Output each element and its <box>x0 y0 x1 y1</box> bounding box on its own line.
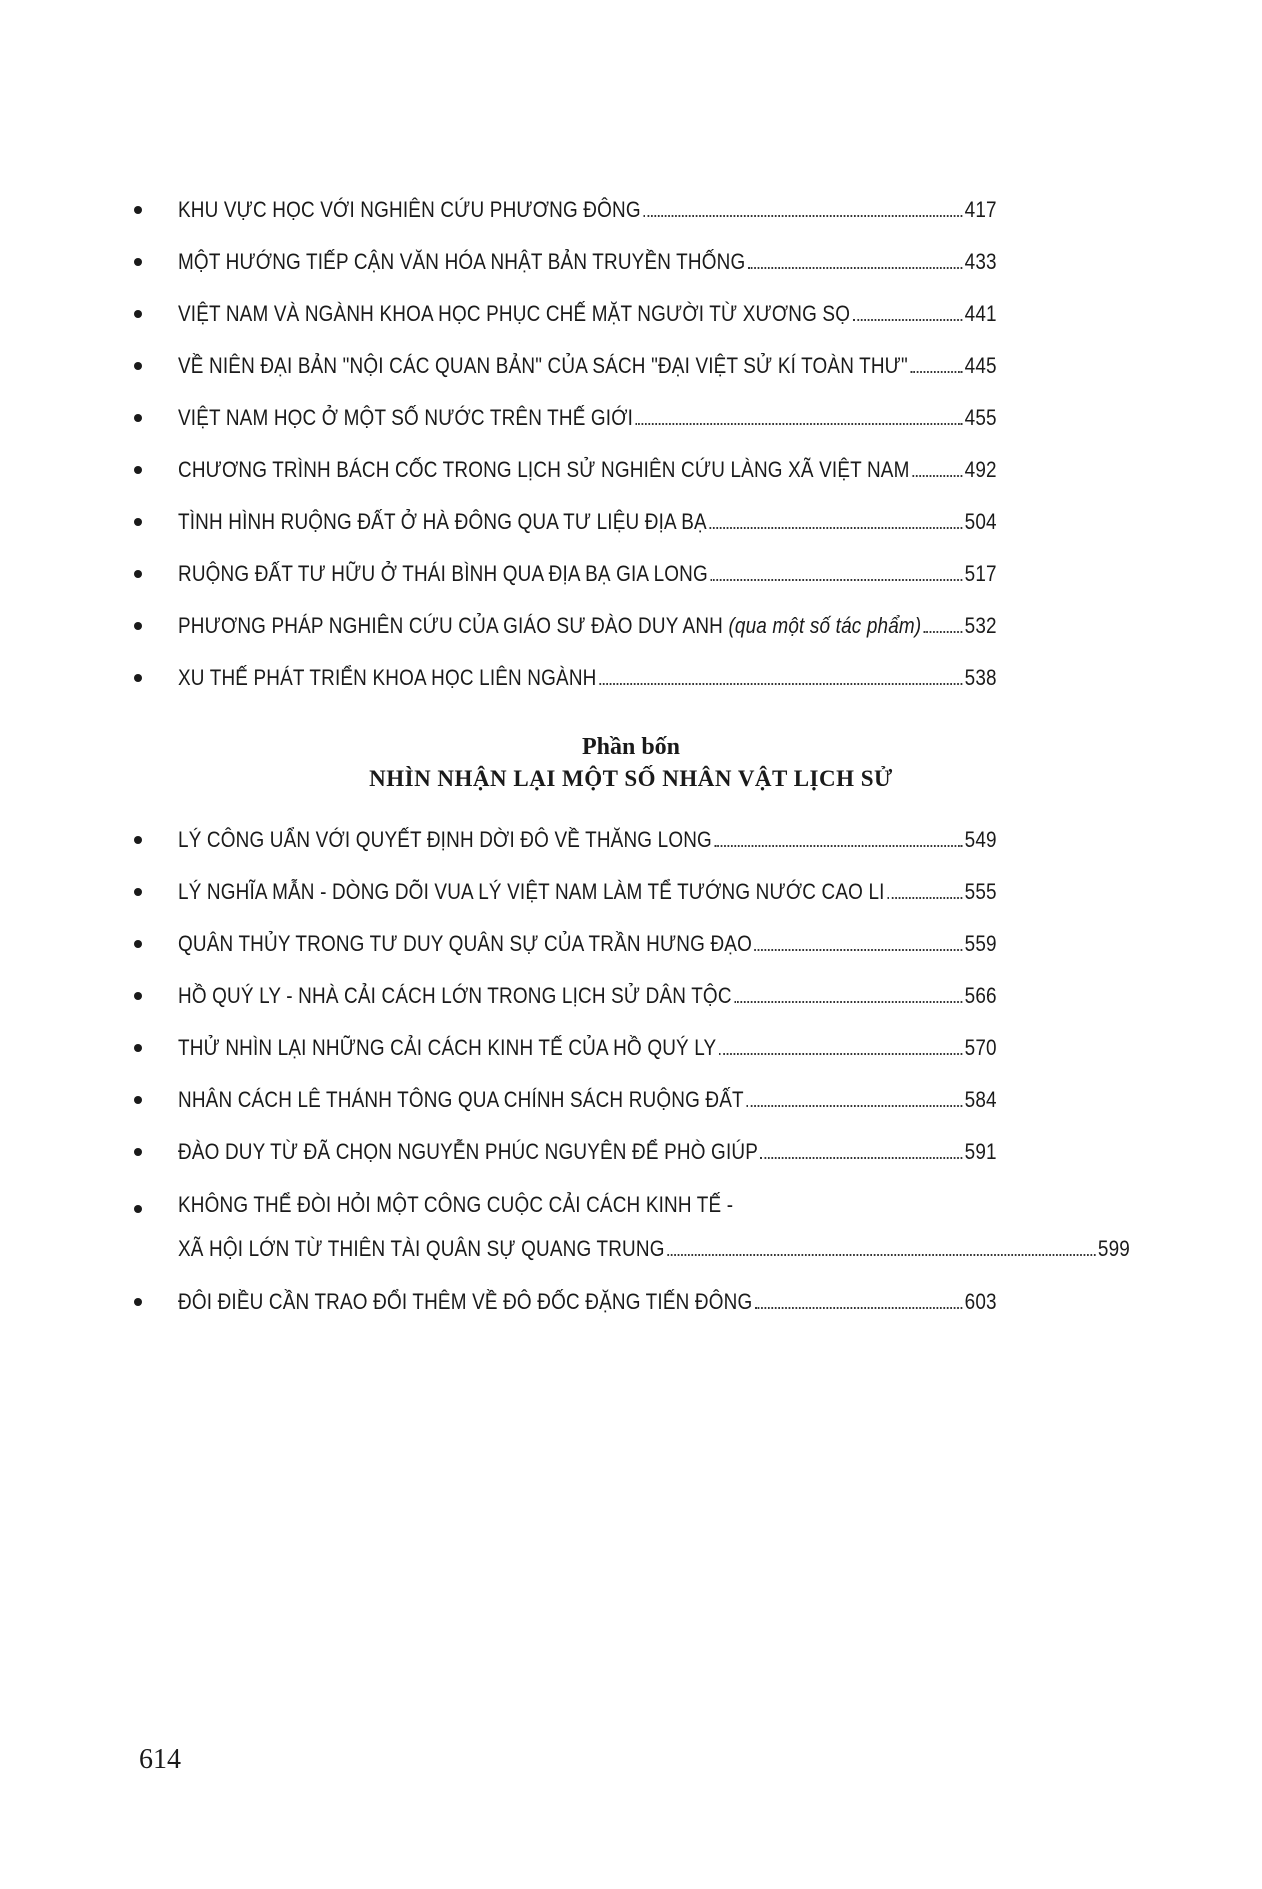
bullet-icon <box>134 888 142 896</box>
toc-entry <box>134 288 1130 340</box>
toc-entry-title: LÝ NGHĨA MẪN - DÒNG DÕI VUA LÝ VIỆT NAM LÀM TỂ TƯỚNG NƯỚC CAO LI <box>178 879 885 904</box>
dot-leader <box>924 630 962 633</box>
section-label: Phần bốn <box>581 734 681 760</box>
toc-entry-page: 591 <box>964 1139 997 1164</box>
dot-leader <box>734 1000 962 1003</box>
toc-entry-title: XÃ HỘI LỚN TỪ THIÊN TÀI QUÂN SỰ QUANG TRUNG <box>178 1236 665 1261</box>
bullet-icon <box>134 206 142 214</box>
dot-leader <box>910 370 962 373</box>
toc-entry-title: NHÂN CÁCH LÊ THÁNH TÔNG QUA CHÍNH SÁCH RUỘNG ĐẤT <box>178 1087 744 1112</box>
dot-leader <box>887 896 962 899</box>
toc-entry-page: 549 <box>964 827 997 852</box>
toc-entry-title: LÝ CÔNG UẨN VỚI QUYẾT ĐỊNH DỜI ĐÔ VỀ THĂNG LONG <box>178 827 712 852</box>
toc-entry <box>134 184 1130 236</box>
dot-leader <box>709 526 962 529</box>
page-number: 614 <box>139 1744 181 1775</box>
dot-leader <box>761 1156 962 1159</box>
toc-entry <box>134 1276 1130 1328</box>
toc-entry <box>134 1126 1130 1178</box>
toc-entry-page: 492 <box>964 457 997 482</box>
bullet-icon <box>134 414 142 422</box>
toc-entry <box>134 814 1130 866</box>
bullet-icon <box>134 1096 142 1104</box>
toc-entry <box>134 918 1130 970</box>
dot-leader <box>710 578 962 581</box>
toc-entry-title: ĐÀO DUY TỪ ĐÃ CHỌN NGUYỄN PHÚC NGUYÊN ĐỂ PHÒ GIÚP <box>178 1139 759 1164</box>
bullet-icon <box>134 940 142 948</box>
toc-entry-title: ĐÔI ĐIỀU CẦN TRAO ĐỔI THÊM VỀ ĐÔ ĐỐC ĐẶNG TIẾN ĐÔNG <box>178 1289 753 1314</box>
toc-entry-page: 570 <box>964 1035 997 1060</box>
toc-entry <box>134 866 1130 918</box>
toc-entry <box>134 340 1130 392</box>
toc-entry <box>134 236 1130 288</box>
bullet-icon <box>134 518 142 526</box>
dot-leader <box>667 1253 1095 1256</box>
toc-entry-title: KHU VỰC HỌC VỚI NGHIÊN CỨU PHƯƠNG ĐÔNG <box>178 197 641 222</box>
toc-entry-page: 603 <box>964 1289 997 1314</box>
bullet-icon <box>134 1298 142 1306</box>
bullet-icon <box>134 310 142 318</box>
toc-entry-title: RUỘNG ĐẤT TƯ HỮU Ở THÁI BÌNH QUA ĐỊA BẠ GIA LONG <box>178 561 708 586</box>
toc-entry-title-main: PHƯƠNG PHÁP NGHIÊN CỨU CỦA GIÁO SƯ ĐÀO DUY ANH <box>178 613 724 638</box>
toc-entry-page: 532 <box>964 613 997 638</box>
toc-entry-title: TÌNH HÌNH RUỘNG ĐẤT Ở HÀ ĐÔNG QUA TƯ LIỆU ĐỊA BẠ <box>178 509 707 534</box>
dot-leader <box>719 1052 962 1055</box>
bullet-icon <box>134 622 142 630</box>
bullet-icon <box>134 1044 142 1052</box>
dot-leader <box>853 318 962 321</box>
toc-entry-title: VIỆT NAM HỌC Ở MỘT SỐ NƯỚC TRÊN THẾ GIỚI <box>178 405 634 430</box>
toc-entry-title: VỀ NIÊN ĐẠI BẢN "NỘI CÁC QUAN BẢN" CỦA SÁCH "ĐẠI VIỆT SỬ KÍ TOÀN THƯ" <box>178 353 908 378</box>
toc-entry-page: 445 <box>964 353 997 378</box>
dot-leader <box>715 844 963 847</box>
toc-entry-page: 555 <box>964 879 997 904</box>
toc-entry-title-line1: KHÔNG THỂ ĐÒI HỎI MỘT CÔNG CUỘC CẢI CÁCH KINH TẾ - <box>178 1192 734 1217</box>
toc-entry-title: CHƯƠNG TRÌNH BÁCH CỐC TRONG LỊCH SỬ NGHIÊN CỨU LÀNG XÃ VIỆT NAM <box>178 457 910 482</box>
toc-entry-title: VIỆT NAM VÀ NGÀNH KHOA HỌC PHỤC CHẾ MẶT NGƯỜI TỪ XƯƠNG SỌ <box>178 301 851 326</box>
bullet-icon <box>134 1148 142 1156</box>
dot-leader <box>755 1306 962 1309</box>
bullet-icon <box>134 466 142 474</box>
toc-entry-title: HỒ QUÝ LY - NHÀ CẢI CÁCH LỚN TRONG LỊCH SỬ DÂN TỘC <box>178 983 732 1008</box>
toc-entry-title-italic: (qua một số tác phẩm) <box>728 613 922 638</box>
dot-leader <box>599 682 962 685</box>
bullet-icon <box>134 570 142 578</box>
bullet-icon <box>134 674 142 682</box>
toc-entry-page: 504 <box>964 509 997 534</box>
toc-entry <box>134 392 1130 444</box>
toc-list-part-three <box>134 184 1130 704</box>
dot-leader <box>748 266 962 269</box>
toc-entry-page: 599 <box>1097 1236 1130 1261</box>
toc-entry-page: 441 <box>964 301 997 326</box>
bullet-icon <box>134 258 142 266</box>
toc-entry <box>134 1178 1130 1276</box>
toc-entry <box>134 548 1130 600</box>
toc-entry-page: 584 <box>964 1087 997 1112</box>
toc-entry-page: 566 <box>964 983 997 1008</box>
toc-list-part-four <box>134 814 1130 1328</box>
toc-entry-page: 417 <box>964 197 997 222</box>
toc-entry-title: XU THẾ PHÁT TRIỂN KHOA HỌC LIÊN NGÀNH <box>178 665 597 690</box>
dot-leader <box>636 422 962 425</box>
toc-entry-title <box>178 613 921 639</box>
toc-entry <box>134 444 1130 496</box>
toc-entry-page: 433 <box>964 249 997 274</box>
toc-entry <box>134 600 1130 652</box>
toc-entry-page: 538 <box>964 665 997 690</box>
toc-entry <box>134 970 1130 1022</box>
bullet-icon <box>134 992 142 1000</box>
toc-entry <box>134 652 1130 704</box>
dot-leader <box>912 474 962 477</box>
toc-entry-page: 559 <box>964 931 997 956</box>
bullet-icon <box>134 1205 142 1213</box>
toc-entry-title: MỘT HƯỚNG TIẾP CẬN VĂN HÓA NHẬT BẢN TRUYỀN THỐNG <box>178 249 746 274</box>
bullet-icon <box>134 836 142 844</box>
dot-leader <box>746 1104 962 1107</box>
bullet-icon <box>134 362 142 370</box>
toc-entry <box>134 1022 1130 1074</box>
toc-entry-title: QUÂN THỦY TRONG TƯ DUY QUÂN SỰ CỦA TRẦN HƯNG ĐẠO <box>178 931 752 956</box>
toc-entry-page: 517 <box>964 561 997 586</box>
dot-leader <box>643 214 962 217</box>
dot-leader <box>755 948 963 951</box>
section-title: NHÌN NHẬN LẠI MỘT SỐ NHÂN VẬT LỊCH SỬ <box>369 766 893 791</box>
toc-entry <box>134 496 1130 548</box>
toc-entry <box>134 1074 1130 1126</box>
toc-entry-title: THỬ NHÌN LẠI NHỮNG CẢI CÁCH KINH TẾ CỦA HỒ QUÝ LY <box>178 1035 717 1060</box>
toc-entry-page: 455 <box>964 405 997 430</box>
